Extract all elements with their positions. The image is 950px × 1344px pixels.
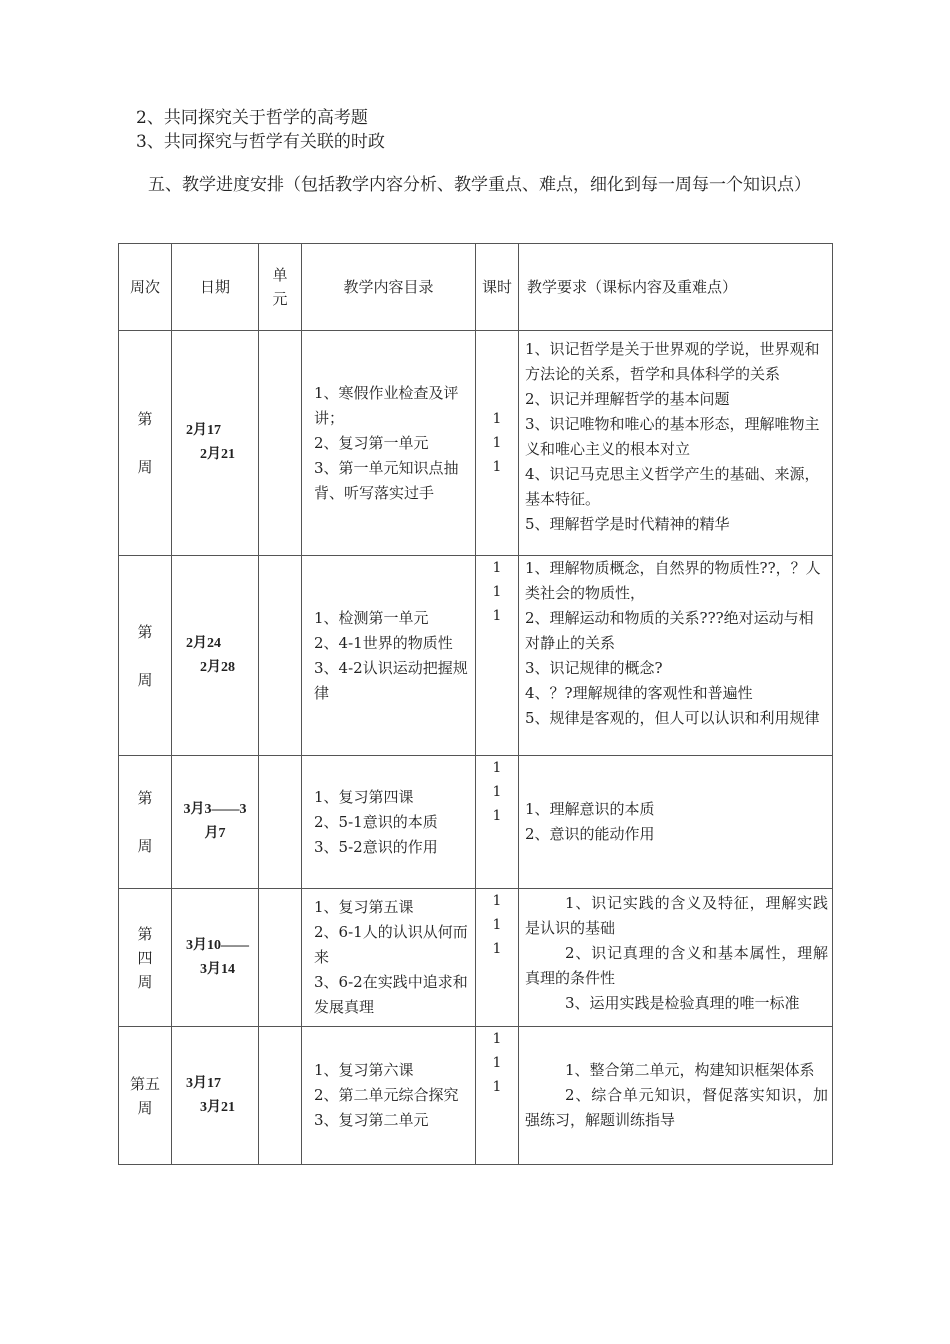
date-cell: 3月3——3月7 (172, 756, 259, 889)
date-cell: 2月24 2月28 (172, 556, 259, 756)
table-row (119, 1027, 833, 1165)
requirements-cell: 1、理解意识的本质 2、意识的能动作用 (519, 756, 833, 889)
requirements-cell: 1、理解物质概念，自然界的物质性??，？人类社会的物质性， 2、理解运动和物质的关系???绝对运动与相对静止的关系 3、识记规律的概念? 4、？?理解规律的客观性和普遍性 5、规律是客观的，但人可以认识和利用规律 (519, 556, 833, 756)
header-date: 日期 (172, 244, 259, 331)
table-row (119, 556, 833, 756)
hours-cell: 1 1 1 (476, 756, 519, 889)
week-cell: 第 四 周 (119, 889, 172, 1027)
schedule-table (118, 243, 833, 1165)
intro-line-1: 2、共同探究关于哲学的高考题 (136, 108, 368, 128)
table-row (119, 889, 833, 1027)
table-header-row (119, 244, 833, 331)
hours-cell: 1 1 1 (476, 556, 519, 756)
content-cell: 1、复习第六课 2、第二单元综合探究 3、复习第二单元 (302, 1027, 476, 1165)
header-content: 教学内容目录 (302, 244, 476, 331)
unit-cell (259, 556, 302, 756)
requirements-cell: 1、识记实践的含义及特征，理解实践是认识的基础 2、识记真理的含义和基本属性，理解真理的条件性 3、运用实践是检验真理的唯一标准 (519, 889, 833, 1027)
unit-cell (259, 331, 302, 556)
date-cell: 2月17 2月21 (172, 331, 259, 556)
hours-cell: 1 1 1 (476, 331, 519, 556)
header-week: 周次 (119, 244, 172, 331)
requirements-cell: 1、整合第二单元，构建知识框架体系 2、综合单元知识，督促落实知识，加强练习，解题训练指导 (519, 1027, 833, 1165)
content-cell: 1、寒假作业检查及评讲； 2、复习第一单元 3、第一单元知识点抽背、听写落实过手 (302, 331, 476, 556)
week-cell: 第 周 (119, 556, 172, 756)
unit-cell (259, 756, 302, 889)
unit-cell (259, 1027, 302, 1165)
content-cell: 1、复习第五课 2、6-1人的认识从何而来 3、6-2在实践中追求和发展真理 (302, 889, 476, 1027)
unit-cell (259, 889, 302, 1027)
week-cell: 第 周 (119, 756, 172, 889)
header-req: 教学要求（课标内容及重难点） (519, 244, 833, 331)
requirements-cell: 1、识记哲学是关于世界观的学说，世界观和方法论的关系，哲学和具体科学的关系 2、识记并理解哲学的基本问题 3、识记唯物和唯心的基本形态，理解唯物主义和唯心主义的根本对立 4、识记马克思主义哲学产生的基础、来源，基本特征。 5、理解哲学是时代精神的精华 (519, 331, 833, 556)
table-row (119, 331, 833, 556)
hours-cell: 1 1 1 (476, 889, 519, 1027)
intro-line-2: 3、共同探究与哲学有关联的时政 (136, 132, 385, 152)
date-cell: 3月10—— 3月14 (172, 889, 259, 1027)
date-cell: 3月17 3月21 (172, 1027, 259, 1165)
week-cell: 第 周 (119, 331, 172, 556)
week-cell: 第五 周 (119, 1027, 172, 1165)
content-cell: 1、复习第四课 2、5-1意识的本质 3、5-2意识的作用 (302, 756, 476, 889)
section-heading: 五、教学进度安排（包括教学内容分析、教学重点、难点，细化到每一周每一个知识点） (148, 175, 811, 195)
header-unit: 单元 (259, 244, 302, 331)
hours-cell: 1 1 1 (476, 1027, 519, 1165)
table-row (119, 756, 833, 889)
header-hours: 课时 (476, 244, 519, 331)
content-cell: 1、检测第一单元 2、4-1世界的物质性 3、4-2认识运动把握规律 (302, 556, 476, 756)
